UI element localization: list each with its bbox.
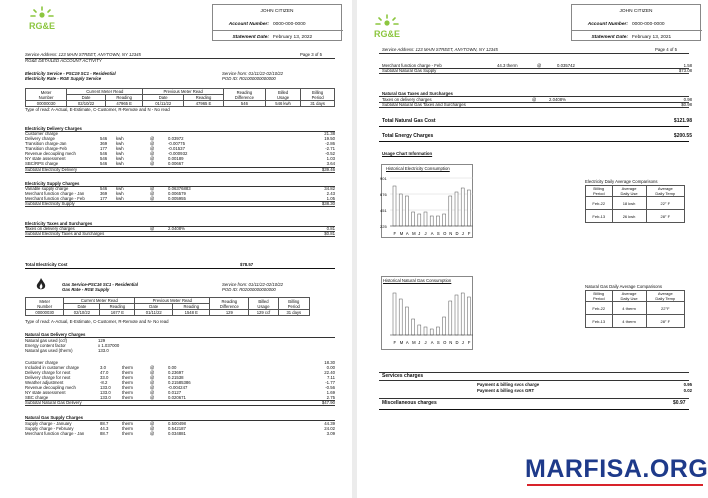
x-tick: N — [449, 340, 453, 345]
x-tick: A — [405, 340, 409, 345]
chart-bar — [405, 307, 408, 335]
chart-bar — [449, 196, 452, 226]
x-tick: A — [405, 231, 409, 236]
customer-name: JOHN CITIZEN — [260, 9, 294, 14]
elec-rate: Electricity Rate - RGE Supply Service — [25, 76, 102, 81]
charge-cell: @ — [150, 390, 155, 395]
charge-cell: 177 — [100, 196, 108, 201]
charge-cell: @ — [150, 370, 155, 375]
statement-date-right: February 13, 2021 — [632, 35, 672, 40]
charge-cell: therm — [122, 431, 133, 436]
gas-meter-table: Meter Number Current Meter Read Previous Meter Read Reading Difference Billed Usage Billing Period Date Reading Date Reading 00000030 02/10/22 1677 E 01/11/22 1548 E 129 129 ccf 31 days — [25, 297, 310, 316]
chart-bar — [424, 327, 427, 335]
charge-cell: Transition charge-Jan — [25, 141, 67, 146]
x-tick: M — [399, 231, 404, 236]
charge-cell: -2.86 — [325, 141, 335, 146]
elec-comp-title: Electricity Daily Average Comparisons — [585, 179, 658, 184]
x-tick: J — [424, 231, 427, 236]
y-tick: 901 — [380, 176, 387, 181]
read-types: Type of read: A-Actual, E-Estimate, C-Customer, R-Remote and N - No read — [25, 107, 170, 112]
chart-bar — [467, 190, 470, 226]
tax-rate: 2.0408% — [168, 226, 185, 231]
gas-service-from: Service from: 01/11/22-02/10/22 — [222, 282, 284, 287]
charge-cell: 369 — [100, 191, 108, 196]
usage-title: Usage Chart Information — [382, 151, 433, 156]
elec-service: Electricity Service - PSC19 SC1 - Residential — [25, 71, 116, 76]
charge-cell: NY state assessment — [25, 156, 66, 161]
charge-cell: Delivery charge — [25, 136, 55, 141]
subtotal-label: Subtotal Electricity Delivery — [25, 167, 78, 172]
divider — [25, 268, 335, 269]
account-header — [212, 4, 342, 41]
chart-bar — [393, 293, 396, 335]
statement-date: February 13, 2022 — [273, 35, 313, 40]
charge-cell: Customer charge — [25, 360, 58, 365]
charge-cell: 44.39 — [324, 421, 335, 426]
service-value: 0.02 — [683, 388, 692, 393]
divider — [25, 236, 335, 237]
page-number-right: Page 4 of 5 — [655, 47, 677, 52]
charge-cell: 44.3 — [100, 426, 109, 431]
charge-cell: 7.11 — [326, 375, 335, 380]
x-tick: F — [467, 340, 471, 345]
elec-service-from: Service from: 01/11/22-02/10/22 — [222, 71, 284, 76]
chart-bar — [455, 192, 458, 226]
charge-cell: 2.43 — [326, 191, 335, 196]
divider — [379, 141, 689, 142]
charge-cell: @ — [150, 146, 155, 151]
x-tick: F — [393, 340, 397, 345]
tax-value: 0.81 — [326, 226, 335, 231]
chart-bar — [430, 329, 433, 335]
chart-bar — [412, 212, 415, 226]
charge-cell: 3.09 — [326, 431, 335, 436]
charge-cell: kwh — [116, 191, 124, 196]
gas-read-types: Type of read: A-Actual, E-Estimate, C-Customer, R-Remote and N- No read — [25, 319, 169, 324]
charge-cell: therm — [122, 390, 133, 395]
charge-cell: 133.0 — [100, 395, 111, 400]
charge-cell: SBC/RPS charge — [25, 161, 59, 166]
charge-cell: 177 — [100, 146, 108, 151]
charge-cell: 0.06376883 — [168, 186, 191, 191]
detailed-title: RG&E DETAILED ACCOUNT ACTIVITY — [25, 58, 102, 63]
subtotal-value: $38.30 — [321, 201, 335, 206]
charge-cell: kwh — [116, 146, 124, 151]
charge-cell: therm — [122, 395, 133, 400]
elec-pod: POD ID: R01000000000000 — [222, 76, 276, 81]
charge-cell: 0.00667 — [168, 161, 184, 166]
charge-cell: 546 — [100, 161, 108, 166]
charge-cell: 546 — [100, 156, 108, 161]
charge-cell: 24.02 — [324, 426, 335, 431]
rge-logo — [22, 6, 62, 37]
elec-meter-row: 00000030 02/10/22 47965 E 01/11/22 47965 E 546 546 kwh 31 days — [26, 101, 335, 107]
charge-cell: @ — [150, 395, 155, 400]
charge-cell: 369 — [100, 141, 108, 146]
charge-cell: 546 — [100, 136, 108, 141]
charge-cell: 34.82 — [324, 186, 335, 191]
charge-cell: @ — [150, 156, 155, 161]
x-tick: D — [455, 231, 459, 236]
y-tick: 451 — [380, 208, 387, 213]
chart-bar — [399, 299, 402, 335]
x-tick: O — [443, 231, 447, 236]
charge-cell: 0.00 — [326, 365, 335, 370]
taxes-title: Electricity Taxes and Surcharges — [25, 221, 93, 226]
tax-at: @ — [532, 97, 537, 102]
charge-cell: 546 — [100, 151, 108, 156]
charge-cell: therm — [122, 365, 133, 370]
chart-bar — [412, 319, 415, 335]
charge-cell: -0.000932 — [168, 151, 188, 156]
chart-bar — [443, 317, 446, 335]
charge-cell: 33.0 — [100, 375, 109, 380]
x-tick: N — [449, 231, 453, 236]
x-tick: S — [436, 231, 440, 236]
tax-label: Taxes on delivery charges — [25, 226, 75, 231]
tax-at: @ — [150, 226, 155, 231]
charge-cell: 19.50 — [324, 136, 335, 141]
charge-cell: kwh — [116, 161, 124, 166]
charge-cell: @ — [150, 426, 155, 431]
marfisa-watermark: MARFISA.ORG — [525, 455, 708, 483]
merchant-cell: 0.035742 — [557, 63, 575, 68]
charge-cell: 133.0 — [100, 385, 111, 390]
charge-cell: kwh — [116, 141, 124, 146]
charge-cell: 0.006579 — [168, 191, 186, 196]
bill-page-3 — [0, 0, 352, 498]
elec-comp-table: Billing Period Average Daily Use Average Daily Temp Feb-22 18 kwh 22° F Feb-13 26 kwh 28° F — [585, 185, 685, 223]
misc-value: $0.97 — [673, 400, 686, 406]
divider — [25, 206, 335, 207]
account-number-right: 0000-000-0000 — [632, 22, 665, 27]
charge-cell: @ — [150, 141, 155, 146]
usage-label: Natural gas used (therm) — [25, 348, 73, 353]
chart-bar — [399, 194, 402, 226]
charge-cell: @ — [150, 421, 155, 426]
charge-cell: -0.52 — [325, 151, 335, 156]
charge-cell: Customer charge — [25, 131, 58, 136]
charge-cell: 3.0 — [100, 365, 106, 370]
gas-chart-title: Historical Natural Gas Consumption — [383, 278, 452, 283]
subtotal-label: Subtotal Natural Gas Taxes and Surcharges — [382, 102, 466, 107]
gas-pod: POD ID: R02000000000000 — [222, 287, 276, 292]
delivery-title: Electricity Delivery Charges — [25, 126, 82, 131]
tax-label: Taxes on delivery charges — [382, 97, 432, 102]
divider — [379, 73, 689, 74]
merchant-cell: Merchant function charge - Feb — [382, 63, 442, 68]
misc-label: Miscellaneous charges — [382, 400, 437, 406]
divider — [25, 405, 335, 406]
charge-cell: 0.23697 — [168, 370, 184, 375]
x-tick: S — [436, 340, 440, 345]
charge-cell: @ — [150, 365, 155, 370]
charge-cell: Revenue decoupling mech — [25, 385, 76, 390]
total-gas-label: Total Natural Gas Cost — [382, 118, 436, 124]
charge-cell: -0.00775 — [168, 141, 185, 146]
x-tick: J — [418, 231, 421, 236]
services-title: Services charges — [382, 373, 424, 379]
tax-rate: 2.0408% — [549, 97, 566, 102]
charge-cell: @ — [150, 375, 155, 380]
account-label: Account Number: — [228, 22, 269, 27]
charge-cell: @ — [150, 191, 155, 196]
charge-cell: 18.30 — [324, 360, 335, 365]
gas-delivery-title: Natural Gas Delivery Charges — [25, 332, 86, 337]
charge-cell: Delivery charge for next — [25, 370, 71, 375]
usage-value: 129 — [98, 338, 106, 343]
customer-name-right: JOHN CITIZEN — [619, 9, 653, 14]
x-tick: D — [455, 340, 459, 345]
total-energy-value: $200.55 — [673, 133, 692, 139]
charge-cell: @ — [150, 136, 155, 141]
service-label: Payment & billing svcs GRT — [477, 388, 535, 393]
total-value: $78.57 — [240, 262, 254, 267]
charge-cell: therm — [122, 421, 133, 426]
rge-logo-right — [367, 14, 407, 45]
merchant-cell: 44.3 therm — [497, 63, 518, 68]
elec-meter-table: Meter Number Current Meter Read Previous Meter Read Reading Difference Billed Usage Billing Period Date Reading Date Reading 00000030 02/10/22 47965 E 01/11/22 47965 E 546 546 kwh 31 days — [25, 88, 335, 107]
charge-cell: 3.64 — [326, 161, 335, 166]
charge-cell: Transition charge-Feb — [25, 146, 67, 151]
subtotal-label: Subtotal Natural Gas Delivery — [25, 400, 82, 405]
usage-label: Natural gas used (ccf) — [25, 338, 68, 343]
gas-flame-icon — [36, 278, 46, 296]
gas-meter-row: 00000030 02/10/22 1677 E 01/11/22 1548 E 129 129 ccf 31 days — [26, 310, 310, 316]
usage-value: 133.0 — [98, 348, 109, 353]
charge-cell: 88.7 — [100, 421, 109, 426]
subtotal-value: $0.98 — [681, 102, 692, 107]
charge-cell: therm — [122, 370, 133, 375]
charge-cell: 0.500498 — [168, 421, 186, 426]
y-tick: 225 — [380, 224, 387, 229]
merchant-cell: @ — [537, 63, 542, 68]
charge-cell: 21.38 — [324, 131, 335, 136]
charge-cell: 0.005955 — [168, 196, 186, 201]
chart-bar — [449, 301, 452, 335]
charge-cell: 0.020671 — [168, 395, 186, 400]
charge-cell: Supply charge - February — [25, 426, 74, 431]
charge-cell: Variable supply charge — [25, 186, 69, 191]
charge-cell: Revenue decoupling mech — [25, 151, 76, 156]
chart-bar — [393, 186, 396, 226]
bill-page-4 — [357, 0, 708, 498]
chart-bar — [436, 327, 439, 335]
x-tick: M — [412, 340, 416, 345]
charge-cell: Supply charge - January — [25, 421, 72, 426]
subtotal-value: $73.08 — [678, 68, 692, 73]
gas-chart-svg — [379, 283, 479, 353]
charge-cell: 1.05 — [326, 196, 335, 201]
charge-cell: @ — [150, 161, 155, 166]
charge-cell: 133.0 — [100, 390, 111, 395]
x-tick: M — [412, 231, 416, 236]
charge-cell: @ — [150, 385, 155, 390]
charge-cell: @ — [150, 196, 155, 201]
x-tick: J — [424, 340, 427, 345]
usage-label: Energy content factor — [25, 343, 66, 348]
charge-cell: 0.21538 — [168, 375, 184, 380]
page-number: Page 3 of 5 — [300, 52, 322, 57]
x-tick: J — [461, 231, 464, 236]
charge-cell: 0.00 — [168, 365, 177, 370]
charge-cell: -8.2 — [100, 380, 108, 385]
brand-text: RG&E — [28, 21, 56, 31]
usage-value: x 1.037000 — [98, 343, 120, 348]
x-tick: A — [430, 340, 434, 345]
brand-text-right: RG&E — [373, 29, 401, 39]
charge-cell: -0.01537 — [168, 146, 185, 151]
charge-cell: 47.0 — [100, 370, 109, 375]
charge-cell: @ — [150, 151, 155, 156]
chart-bar — [430, 216, 433, 226]
chart-bar — [436, 216, 439, 226]
charge-cell: 22.40 — [324, 370, 335, 375]
account-header-right: JOHN CITIZEN Account Number: 0000-000-0000 Statement Date: February 13, 2021 — [571, 4, 701, 41]
merchant-cell: 1.58 — [683, 63, 692, 68]
charge-cell: 0.0127 — [168, 390, 182, 395]
y-tick: 676 — [380, 192, 387, 197]
charge-cell: @ — [150, 380, 155, 385]
charge-cell: therm — [122, 375, 133, 380]
subtotal-value: $47.90 — [321, 400, 335, 405]
charge-cell: 2.75 — [326, 395, 335, 400]
charge-cell: @ — [150, 431, 155, 436]
charge-cell: 546 — [100, 186, 108, 191]
charge-cell: 0.21585386 — [168, 380, 191, 385]
divider — [25, 172, 335, 173]
charge-cell: SBC charge — [25, 395, 49, 400]
x-tick: F — [393, 231, 397, 236]
subtotal-label: Subtotal Electricity Taxes and Surcharges — [25, 231, 105, 236]
x-tick: J — [461, 340, 464, 345]
charge-cell: kwh — [116, 136, 124, 141]
charge-cell: -1.77 — [325, 380, 335, 385]
gas-comp-title: Natural Gas Daily Average Comparisons — [585, 284, 663, 289]
x-tick: F — [467, 231, 471, 236]
x-tick: J — [418, 340, 421, 345]
chart-bar — [467, 297, 470, 335]
chart-bar — [405, 196, 408, 226]
charge-cell: 1.69 — [326, 390, 335, 395]
chart-bar — [443, 214, 446, 226]
total-energy-label: Total Energy Charges — [382, 133, 434, 139]
charge-cell: 1.03 — [326, 156, 335, 161]
chart-bar — [461, 188, 464, 226]
divider — [25, 337, 335, 338]
service-value: 0.95 — [683, 382, 692, 387]
charge-cell: 0.00189 — [168, 156, 184, 161]
charge-cell: kwh — [116, 156, 124, 161]
charge-cell: therm — [122, 380, 133, 385]
charge-cell: 0.034881 — [168, 431, 186, 436]
gas-taxes-title: Natural Gas Taxes and Surcharges — [382, 91, 453, 96]
charge-cell: -0.004247 — [168, 385, 188, 390]
chart-bar — [424, 212, 427, 226]
total-gas-value: $121.98 — [673, 118, 692, 124]
gas-comp-table: Billing Period Average Daily Use Average Daily Temp Feb-22 4 therm 22°F Feb-13 4 therm 28° F — [585, 290, 685, 328]
charge-cell: Delivery charge for next — [25, 375, 71, 380]
chart-bar — [418, 325, 421, 335]
x-tick: M — [399, 340, 404, 345]
charge-cell: NY state assessment — [25, 390, 66, 395]
service-address: Service Address: 123 MAIN STREET, ANYTOWN, NY 12345 — [25, 52, 141, 57]
charge-cell: Merchant function charge - Feb — [25, 196, 85, 201]
service-address-right: Service Address: 123 MAIN STREET, ANYTOWN, NY 12345 — [382, 47, 498, 52]
service-label: Payment & billing svcs charge — [477, 382, 540, 387]
divider — [25, 131, 335, 132]
subtotal-label: Subtotal Natural Gas Supply — [382, 68, 437, 73]
elec-chart-svg — [379, 170, 479, 250]
charge-cell: Included in customer charge — [25, 365, 79, 370]
charge-cell: Merchant function charge - Jan — [25, 191, 85, 196]
divider — [379, 126, 689, 127]
supply-title: Electricity Supply Charges — [25, 181, 80, 186]
charge-cell: therm — [122, 426, 133, 431]
chart-bar — [461, 293, 464, 335]
statement-label: Statement Date: — [232, 35, 269, 40]
subtotal-value: $39.46 — [321, 167, 335, 172]
charge-cell: therm — [122, 385, 133, 390]
charge-cell: 0.03972 — [168, 136, 184, 141]
charge-cell: @ — [150, 186, 155, 191]
gas-rate: Gas Rate - RGE Supply — [62, 287, 110, 292]
gas-service: Gas Service-PSC16 SC1 - Residential — [62, 282, 138, 287]
charge-cell: 0.542187 — [168, 426, 186, 431]
subtotal-value: $0.81 — [324, 231, 335, 236]
charge-cell: kwh — [116, 196, 124, 201]
watermark-underline — [527, 484, 703, 486]
chart-bar — [418, 214, 421, 226]
charge-cell: -0.56 — [325, 385, 335, 390]
charge-cell: kwh — [116, 186, 124, 191]
chart-bar — [455, 295, 458, 335]
charge-cell: Weather adjustment — [25, 380, 64, 385]
elec-chart-title: Historical Electricity Consumption — [386, 166, 450, 171]
total-label: Total Electricity Cost — [25, 262, 68, 267]
tax-value: 0.98 — [683, 97, 692, 102]
account-number: 0000-000-0000 — [273, 22, 306, 27]
charge-cell: 88.7 — [100, 431, 109, 436]
subtotal-label: Subtotal Electricity Supply — [25, 201, 75, 206]
x-tick: O — [443, 340, 447, 345]
gas-supply-title: Natural Gas Supply Charges — [25, 415, 84, 420]
charge-cell: kwh — [116, 151, 124, 156]
x-tick: A — [430, 231, 434, 236]
charge-cell: -2.71 — [325, 146, 335, 151]
divider — [379, 107, 689, 108]
charge-cell: Merchant function charge - Jan — [25, 431, 85, 436]
